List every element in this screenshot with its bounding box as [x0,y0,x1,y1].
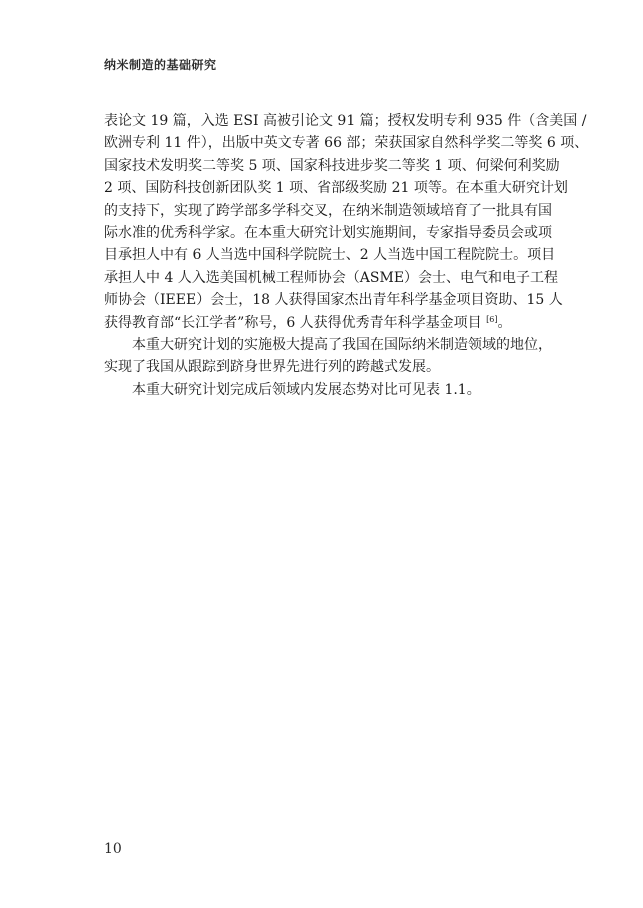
text-line-with-citation [104,312,544,334]
text-line: 表论文 19 篇，入选 ESI 高被引论文 91 篇；授权发明专利 935 件（含美国 / [104,113,587,129]
body-text [104,110,589,401]
text-line: 实现了我国从跟踪到跻身世界先进行列的跨越式发展。 [104,359,440,376]
text-line: 承担人中 4 人入选美国机械工程师协会（ASME）会士、电气和电子工程 [104,269,559,286]
text-line: 本重大研究计划的实施极大提高了我国在国际纳米制造领域的地位， [132,336,552,353]
text-line: 师协会（IEEE）会士，18 人获得国家杰出青年科学基金项目资助、15 人 [104,292,563,309]
text-line: 国家技术发明奖二等奖 5 项、国家科技进步奖二等奖 1 项、何梁何利奖励 [104,157,560,174]
text-line: 欧洲专利 11 件），出版中英文专著 66 部；荣获国家自然科学奖二等奖 6 项、 [104,135,589,152]
text-line: 的支持下，实现了跨学部多学科交叉，在纳米制造领域培育了一批具有国 [104,202,552,219]
text-line: 2 项、国防科技创新团队奖 1 项、省部级奖励 21 项等。在本重大研究计划 [104,180,568,197]
page-number: 10 [104,841,122,857]
paragraph-significance [104,334,552,379]
text-fragment: 获得教育部“长江学者”称号，6 人获得优秀青年科学基金项目 [104,314,487,331]
paragraph-achievements [104,110,589,334]
paragraph-table-reference [104,379,544,401]
citation-reference: [6] [486,314,498,324]
text-fragment: 。 [497,314,512,331]
text-line: 目承担人中有 6 人当选中国科学院院士、2 人当选中国工程院院士。项目 [104,247,556,264]
running-header-title: 纳米制造的基础研究 [104,58,217,72]
text-line: 本重大研究计划完成后领域内发展态势对比可见表 1.1。 [132,381,481,398]
text-line: 际水准的优秀科学家。在本重大研究计划实施期间，专家指导委员会或项 [104,224,552,241]
